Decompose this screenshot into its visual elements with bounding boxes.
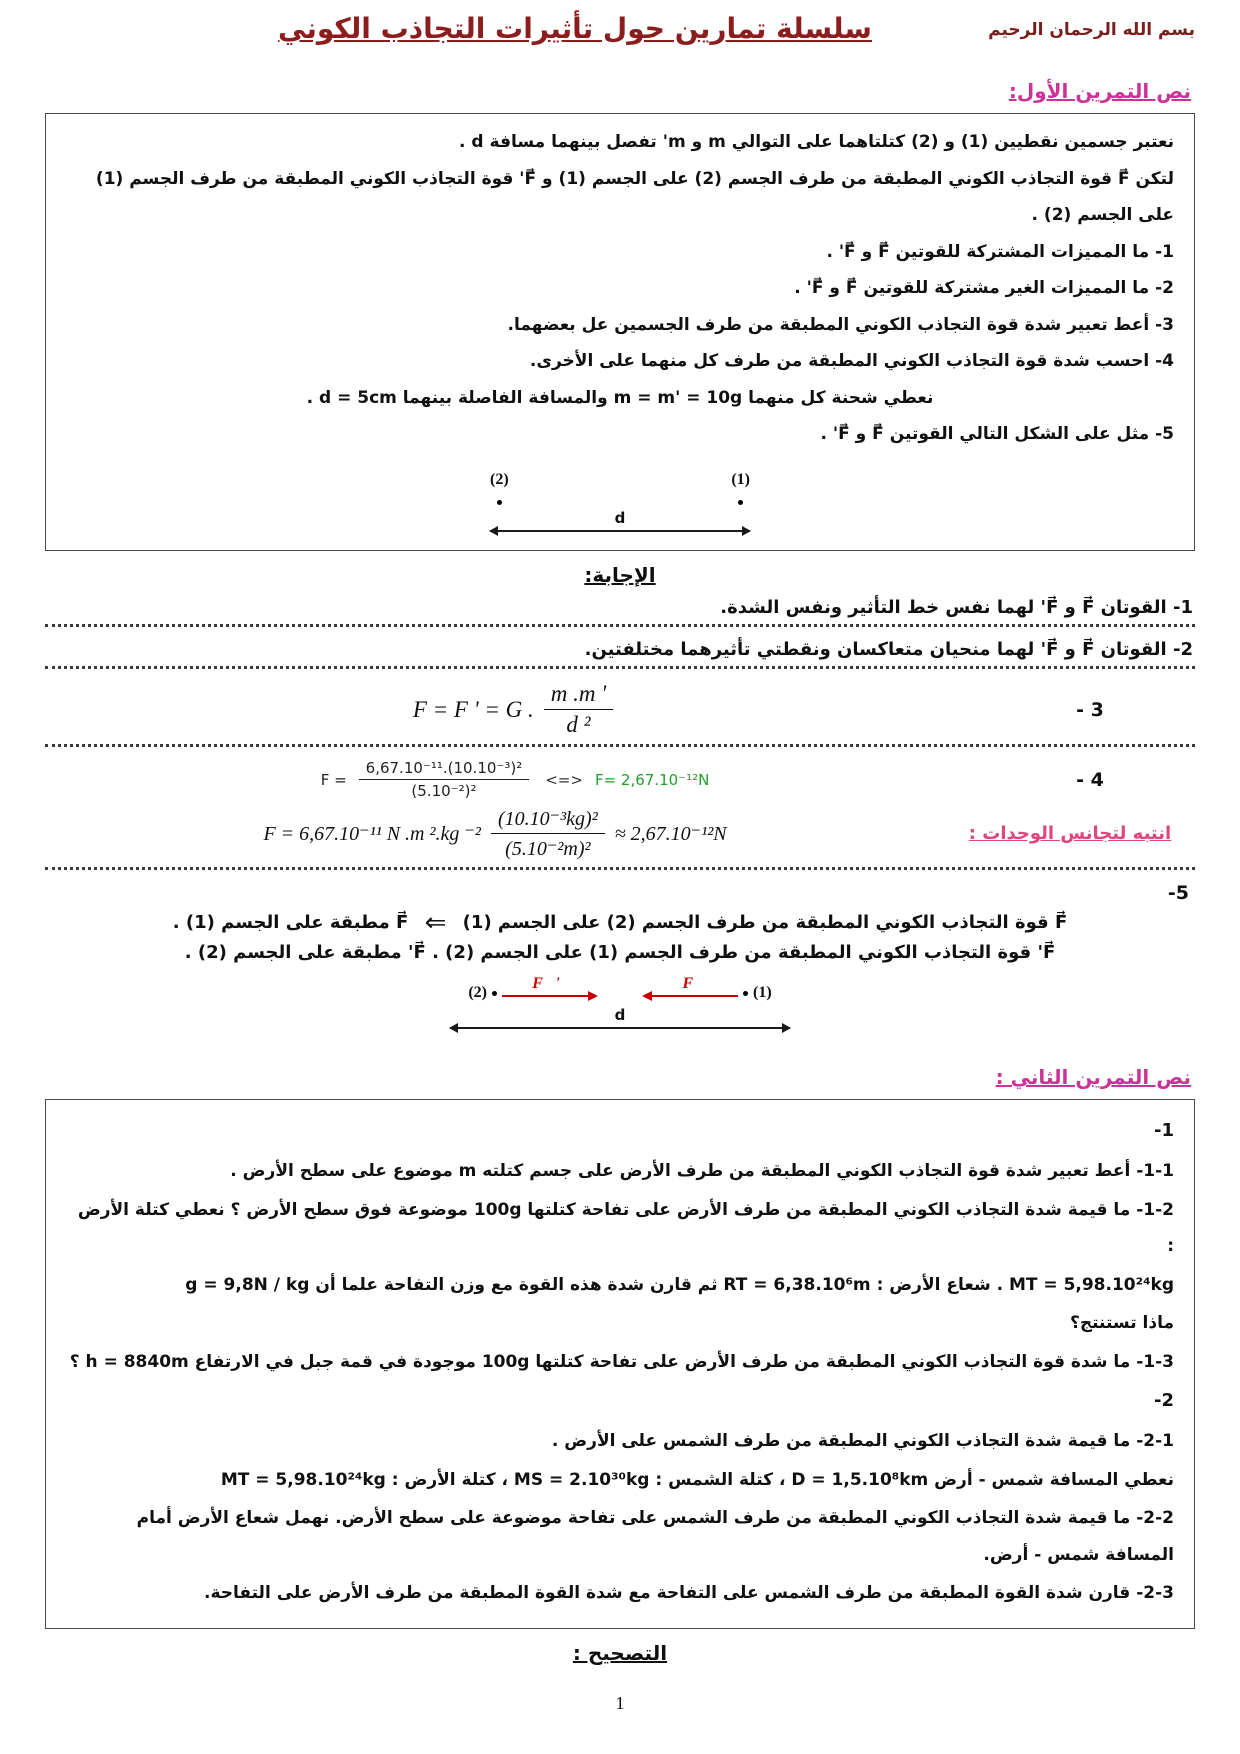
answers-title: الإجابة:: [584, 563, 656, 588]
calc-fraction: [359, 759, 530, 800]
exercise2-question-2-1: 2-1- ما قيمة شدة التجاذب الكوني المطبقة من طرف الشمس على الأرض .: [551, 1430, 1174, 1451]
force-f-label: F⃗: [682, 975, 706, 993]
body-2-point-icon: [492, 991, 497, 996]
exercise2-question-1-1: 1-1- أعط تعبير شدة قوة التجاذب الكوني المطبقة من طرف الأرض على جسم كتلته m موضوع على سطح الأرض .: [230, 1161, 1174, 1181]
exercise2-question-1-2-conclusion: ماذا تستنتج؟: [1070, 1313, 1174, 1334]
page-number: 1: [615, 1692, 625, 1713]
exercise1-line-1: نعتبر جسمين نقطيين (1) و (2) كتلتاهما على التوالي m و m' تفصل بينهما مسافة d .: [459, 132, 1174, 152]
correction-title: التصحيح :: [572, 1640, 668, 1665]
body-1: [731, 463, 750, 505]
force-f: [650, 975, 738, 1002]
exercise2-question-1-3: 1-3- ما شدة قوة التجاذب الكوني المطبقة من طرف الأرض على تفاحة كتلتها 100g موجودة في قمة جبل في الارتفاع h = 8840m ؟: [69, 1351, 1174, 1372]
answer-5-line-1-conclusion: F⃗ مطبقة على الجسم (1) .: [172, 912, 409, 934]
exercise2-question-1-2-data: MT = 5,98.10²⁴kg . شعاع الأرض : RT = 6,38.10⁶m ثم قارن شدة هذه القوة مع وزن التفاحة علما أن g = 9,8N / kg: [185, 1274, 1174, 1295]
units-formula-wrap: [45, 806, 945, 861]
answer-3-number: 3 -: [1076, 698, 1104, 721]
body-1-label: (1): [753, 984, 772, 1002]
exercise1-section-title: نص التمرين الأول:: [1008, 79, 1191, 103]
dotted-separator-2: [45, 666, 1195, 669]
formula-fraction: [544, 681, 613, 738]
basmala-text: بسم الله الرحمان الرحيم: [988, 20, 1195, 40]
answer-5-line-1: [47, 908, 1193, 938]
units-lhs: F = 6,67.10⁻¹¹ N .m ².kg ⁻²: [263, 823, 481, 846]
answer-5-line-2: [47, 942, 1193, 963]
distance-dimension: [490, 509, 750, 532]
exercise2-part-2-number: 2-: [1153, 1390, 1174, 1412]
answer-2: 2- القوتان F⃗ و F⃗' لهما منحيان متعاكسان ونقطتي تأثيرهما مختلفتين.: [584, 639, 1193, 661]
numeric-calculation: [321, 759, 710, 800]
answer-1: 1- القوتان F⃗ و F⃗' لهما نفس خط التأثير ونفس الشدة.: [720, 597, 1193, 619]
fraction-numerator: m .m ': [544, 681, 613, 710]
calc-lhs: F =: [320, 770, 347, 789]
double-arrow-icon: [490, 530, 750, 532]
answer-3-formula-wrap: [45, 681, 985, 738]
exercise2-question-1-2: 1-2- ما قيمة شدة التجاذب الكوني المطبقة من طرف الأرض على تفاحة كتلتها 100g موضوعة فوق سطح الأرض ؟ نعطي كتلة الأرض :: [77, 1199, 1174, 1257]
exercise1-question-3: 3- أعط تعبير شدة قوة التجاذب الكوني المطبقة من طرف الجسمين عل بعضهما.: [507, 314, 1174, 335]
implies-symbol: <=>: [545, 770, 583, 789]
dotted-separator-1: [45, 624, 1195, 627]
calc-result: F= 2,67.10⁻¹²N: [594, 770, 710, 789]
body-2-point-icon: [497, 500, 502, 505]
document-title: سلسلة تمارين حول تأثيرات التجاذب الكوني: [278, 12, 872, 45]
units-calculation: [263, 806, 726, 861]
exercise2-question-2-1-data: نعطي المسافة شمس - أرض D = 1,5.10⁸km ، كتلة الشمس : MS = 2.10³⁰kg ، كتلة الأرض : MT = 5,98.10²⁴kg: [220, 1469, 1174, 1490]
exercise1-question-1: 1- ما المميزات المشتركة للقوتين F⃗ و F⃗' .: [826, 241, 1174, 262]
answer-4-number: 4 -: [1076, 768, 1104, 791]
answer-5-line-2-conclusion: F⃗' مطبقة على الجسم (2) .: [184, 942, 426, 964]
body-2-label: (2): [468, 984, 487, 1002]
exercise1-question-2: 2- ما المميزات الغير مشتركة للقوتين F⃗ و F⃗' .: [794, 278, 1174, 299]
body-1-label: (1): [731, 470, 750, 488]
distance-label: d: [614, 509, 626, 528]
exercise2-part-1-number: 1-: [1153, 1120, 1174, 1142]
fraction-denominator: d ²: [566, 712, 591, 738]
body-1-point-icon: [743, 991, 748, 996]
exercise2-section-title: نص التمرين الثاني :: [995, 1065, 1191, 1090]
units-fraction: [491, 806, 605, 861]
left-double-arrow-icon: ⇐: [424, 908, 447, 939]
exercise1-question-4: 4- احسب شدة قوة التجاذب الكوني المطبقة من طرف كل منهما على الأخرى.: [529, 351, 1174, 372]
exercise1-figure: [490, 463, 750, 532]
exercise2-box: [45, 1099, 1195, 1628]
answer-5-line-2-text: F⃗' قوة التجاذب الكوني المطبقة من طرف الجسم (1) على الجسم (2) .: [432, 942, 1056, 964]
units-numerator: (10.10⁻³kg)²: [491, 806, 605, 834]
exercise2-question-2-3: 2-3- قارن شدة القوة المطبقة من طرف الشمس على التفاحة مع شدة القوة المطبقة من طرف الأرض على التفاحة.: [203, 1583, 1174, 1604]
units-result: ≈ 2,67.10⁻¹²N: [614, 823, 727, 846]
answer-3-row: [45, 681, 1195, 738]
answer-4-formula-wrap: [45, 759, 985, 800]
exercise1-question-5: 5- مثل على الشكل التالي القوتين F⃗ و F⃗' .: [820, 424, 1174, 445]
exercise1-line-2: لتكن F⃗ قوة التجاذب الكوني المطبقة من طرف الجسم (2) على الجسم (1) و F⃗' قوة التجاذب الكوني المطبقة من طرف الجسم (1) على الجسم (2) .: [95, 168, 1174, 226]
answer-5-number: 5-: [1167, 882, 1189, 905]
double-arrow-icon: [450, 1027, 790, 1029]
calc-denominator: (5.10⁻²)²: [411, 782, 477, 801]
exercise1-data-line: نعطي شحنة كل منهما m = m' = 10g والمسافة الفاصلة بينهما d = 5cm .: [306, 387, 934, 408]
exercise2-question-2-2: 2-2- ما قيمة شدة التجاذب الكوني المطبقة من طرف الشمس على تفاحة موضوعة على سطح الأرض. نهمل شعاع الأرض أمام المسافة شمس - أرض.: [136, 1508, 1174, 1565]
distance-dimension: [450, 1006, 790, 1029]
force-f-prime-label: F⃗': [532, 975, 560, 993]
formula-lhs: F = F ' = G .: [412, 696, 534, 722]
units-denominator: (5.10⁻²m)²: [505, 838, 591, 861]
dotted-separator-4: [45, 867, 1195, 870]
answer-4-units-row: [45, 806, 1195, 861]
body-1-point-icon: [738, 500, 743, 505]
answer-4-row: [45, 759, 1195, 800]
force-f-prime-arrow-icon: [502, 995, 590, 997]
exercise1-figure-points: [490, 463, 750, 505]
answer-5-figure: [450, 975, 790, 1029]
answer-5-line-1-text: F⃗ قوة التجاذب الكوني المطبقة من طرف الجسم (2) على الجسم (1): [462, 912, 1068, 934]
distance-label: d: [614, 1006, 626, 1025]
gravitation-law-formula: [413, 681, 617, 738]
force-f-prime: [502, 975, 590, 1002]
dotted-separator-3: [45, 744, 1195, 747]
body-2: [490, 463, 509, 505]
exercise1-box: [45, 113, 1195, 551]
force-f-arrow-icon: [650, 995, 738, 997]
forces-diagram: [450, 975, 790, 1002]
page-header: [45, 12, 1195, 45]
body-2-label: (2): [490, 470, 509, 488]
title-wrap: [45, 12, 985, 45]
calc-numerator: 6,67.10⁻¹¹.(10.10⁻³)²: [359, 759, 530, 780]
units-warning-label: انتبه لتجانس الوحدات :: [968, 823, 1172, 845]
